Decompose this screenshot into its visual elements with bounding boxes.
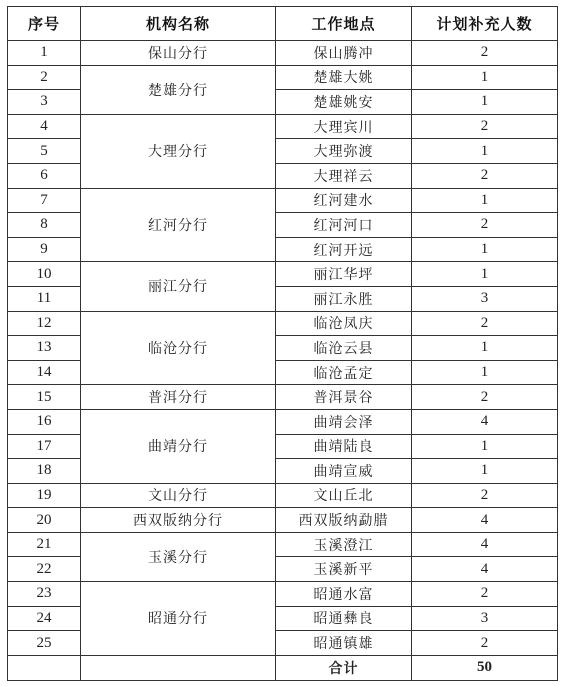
branch-name-cell: 西双版纳分行	[81, 508, 276, 533]
planned-count-cell: 2	[412, 385, 558, 410]
work-location-cell: 楚雄姚安	[276, 90, 412, 115]
serial-number-cell: 5	[8, 139, 81, 164]
table-row	[8, 41, 558, 66]
table-row	[8, 114, 558, 139]
serial-number-cell: 22	[8, 557, 81, 582]
work-location-cell: 昭通水富	[276, 582, 412, 607]
planned-count-cell: 4	[412, 532, 558, 557]
work-location-cell: 保山腾冲	[276, 41, 412, 66]
planned-count-cell: 2	[412, 213, 558, 238]
serial-number-cell: 24	[8, 606, 81, 631]
planned-count-cell: 2	[412, 483, 558, 508]
work-location-cell: 曲靖陆良	[276, 434, 412, 459]
work-location-cell: 丽江华坪	[276, 262, 412, 287]
branch-name-cell: 红河分行	[81, 188, 276, 262]
serial-number-cell: 10	[8, 262, 81, 287]
planned-count-cell: 1	[412, 434, 558, 459]
planned-count-cell: 1	[412, 459, 558, 484]
planned-count-cell: 1	[412, 262, 558, 287]
serial-number-cell: 17	[8, 434, 81, 459]
serial-number-cell: 21	[8, 532, 81, 557]
planned-count-cell: 1	[412, 139, 558, 164]
serial-number-cell: 6	[8, 163, 81, 188]
planned-count-cell: 2	[412, 311, 558, 336]
total-empty-cell	[8, 655, 81, 680]
header-work-location: 工作地点	[276, 7, 412, 41]
planned-count-cell: 1	[412, 360, 558, 385]
work-location-cell: 文山丘北	[276, 483, 412, 508]
table-body	[8, 41, 558, 656]
header-serial-number: 序号	[8, 7, 81, 41]
serial-number-cell: 4	[8, 114, 81, 139]
staffing-plan-table	[7, 6, 558, 681]
work-location-cell: 玉溪新平	[276, 557, 412, 582]
serial-number-cell: 8	[8, 213, 81, 238]
planned-count-cell: 4	[412, 409, 558, 434]
total-value: 50	[412, 655, 558, 680]
planned-count-cell: 1	[412, 188, 558, 213]
header-row	[8, 7, 558, 41]
table-row	[8, 532, 558, 557]
planned-count-cell: 2	[412, 41, 558, 66]
table-row	[8, 508, 558, 533]
table-row	[8, 483, 558, 508]
table-row	[8, 409, 558, 434]
work-location-cell: 昭通彝良	[276, 606, 412, 631]
total-label: 合计	[276, 655, 412, 680]
branch-name-cell: 临沧分行	[81, 311, 276, 385]
work-location-cell: 曲靖宣威	[276, 459, 412, 484]
branch-name-cell: 文山分行	[81, 483, 276, 508]
work-location-cell: 红河建水	[276, 188, 412, 213]
work-location-cell: 临沧孟定	[276, 360, 412, 385]
staffing-table-container	[7, 6, 557, 681]
serial-number-cell: 18	[8, 459, 81, 484]
work-location-cell: 曲靖会泽	[276, 409, 412, 434]
serial-number-cell: 14	[8, 360, 81, 385]
header-planned-count: 计划补充人数	[412, 7, 558, 41]
serial-number-cell: 2	[8, 65, 81, 90]
work-location-cell: 大理弥渡	[276, 139, 412, 164]
planned-count-cell: 1	[412, 237, 558, 262]
branch-name-cell: 昭通分行	[81, 582, 276, 656]
table-row	[8, 262, 558, 287]
work-location-cell: 红河河口	[276, 213, 412, 238]
work-location-cell: 临沧云县	[276, 336, 412, 361]
branch-name-cell: 普洱分行	[81, 385, 276, 410]
planned-count-cell: 2	[412, 631, 558, 656]
header-branch-name: 机构名称	[81, 7, 276, 41]
serial-number-cell: 1	[8, 41, 81, 66]
serial-number-cell: 20	[8, 508, 81, 533]
planned-count-cell: 3	[412, 286, 558, 311]
serial-number-cell: 9	[8, 237, 81, 262]
total-row	[8, 655, 558, 680]
table-row	[8, 311, 558, 336]
serial-number-cell: 3	[8, 90, 81, 115]
table-row	[8, 582, 558, 607]
work-location-cell: 昭通镇雄	[276, 631, 412, 656]
planned-count-cell: 2	[412, 163, 558, 188]
serial-number-cell: 15	[8, 385, 81, 410]
work-location-cell: 临沧凤庆	[276, 311, 412, 336]
serial-number-cell: 13	[8, 336, 81, 361]
table-row	[8, 385, 558, 410]
serial-number-cell: 7	[8, 188, 81, 213]
planned-count-cell: 1	[412, 336, 558, 361]
total-empty-cell	[81, 655, 276, 680]
planned-count-cell: 4	[412, 508, 558, 533]
work-location-cell: 红河开远	[276, 237, 412, 262]
serial-number-cell: 11	[8, 286, 81, 311]
serial-number-cell: 23	[8, 582, 81, 607]
serial-number-cell: 12	[8, 311, 81, 336]
work-location-cell: 丽江永胜	[276, 286, 412, 311]
work-location-cell: 大理祥云	[276, 163, 412, 188]
branch-name-cell: 保山分行	[81, 41, 276, 66]
branch-name-cell: 大理分行	[81, 114, 276, 188]
branch-name-cell: 玉溪分行	[81, 532, 276, 581]
planned-count-cell: 4	[412, 557, 558, 582]
serial-number-cell: 25	[8, 631, 81, 656]
planned-count-cell: 1	[412, 90, 558, 115]
work-location-cell: 普洱景谷	[276, 385, 412, 410]
planned-count-cell: 3	[412, 606, 558, 631]
planned-count-cell: 2	[412, 114, 558, 139]
work-location-cell: 大理宾川	[276, 114, 412, 139]
branch-name-cell: 楚雄分行	[81, 65, 276, 114]
table-row	[8, 65, 558, 90]
branch-name-cell: 丽江分行	[81, 262, 276, 311]
planned-count-cell: 2	[412, 582, 558, 607]
serial-number-cell: 16	[8, 409, 81, 434]
planned-count-cell: 1	[412, 65, 558, 90]
work-location-cell: 玉溪澄江	[276, 532, 412, 557]
work-location-cell: 西双版纳勐腊	[276, 508, 412, 533]
work-location-cell: 楚雄大姚	[276, 65, 412, 90]
table-row	[8, 188, 558, 213]
branch-name-cell: 曲靖分行	[81, 409, 276, 483]
serial-number-cell: 19	[8, 483, 81, 508]
